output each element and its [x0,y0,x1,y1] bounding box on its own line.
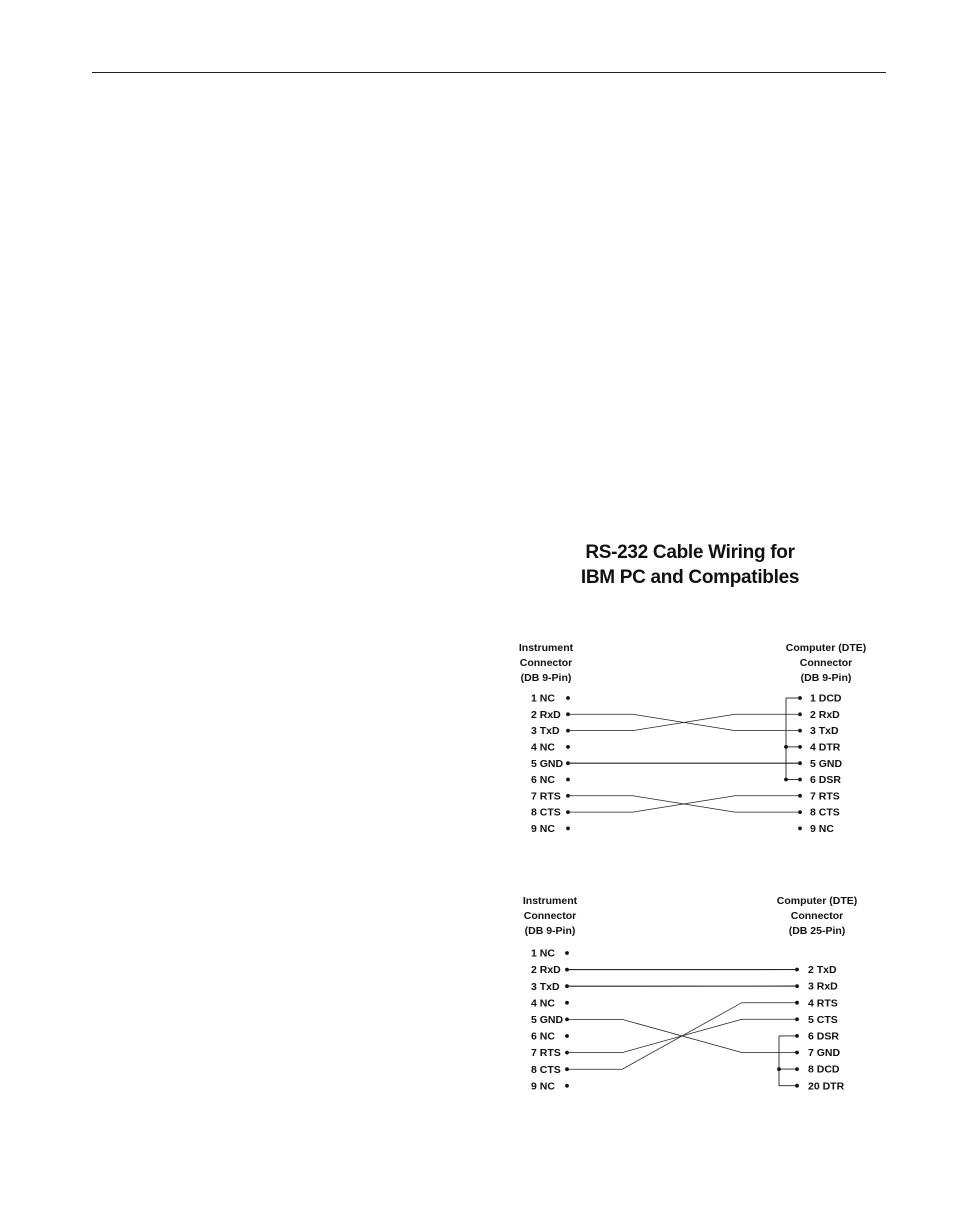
left-pin-label-6-nc: 6 NC [531,1030,555,1043]
right-connector-header-line-3: (DB 9-Pin) [800,672,852,684]
right-pin-label-3-rxd: 3 RxD [808,980,838,993]
left-pin-label-4-nc: 4 NC [531,741,555,754]
left-pin-dot-1-nc [566,696,570,700]
right-pin-dot-9-nc [798,827,802,831]
right-pin-label-3-txd: 3 TxD [810,725,839,738]
wiring-diagram-db9-to-db25 [523,895,857,1092]
left-pin-label-7-rts: 7 RTS [531,1047,561,1060]
left-pin-dot-6-nc [566,778,570,782]
left-connector-header-line-1: Instrument [518,642,574,654]
right-connector-header-line-2: Connector [790,910,844,922]
jumper-node-4-dtr [784,745,788,749]
right-pin-label-9-nc: 9 NC [810,823,834,835]
left-pin-dot-4-nc [565,1001,569,1005]
right-pin-label-7-gnd: 7 GND [808,1047,841,1060]
left-connector-header-line-1: Instrument [522,895,578,907]
left-pin-label-9-nc: 9 NC [531,823,555,835]
right-connector-header-line-3: (DB 25-Pin) [788,925,846,937]
left-pin-label-9-nc: 9 NC [531,1080,555,1093]
jumper-node-8-dcd [777,1067,781,1071]
right-pin-label-6-dsr: 6 DSR [808,1030,839,1043]
right-pin-label-8-dcd: 8 DCD [808,1063,840,1076]
left-pin-label-3-txd: 3 TxD [531,980,560,993]
left-pin-label-2-rxd: 2 RxD [531,964,561,977]
wire-8-cts-to-4-rts [567,1003,797,1069]
left-pin-label-2-rxd: 2 RxD [531,708,561,721]
right-connector-header-line-2: Connector [799,657,853,669]
right-pin-label-1-dcd: 1 DCD [810,692,842,705]
right-pin-label-6-dsr: 6 DSR [810,774,841,787]
right-pin-label-5-cts: 5 CTS [808,1013,838,1026]
right-pin-label-4-dtr: 4 DTR [810,741,841,754]
right-connector-header-line-1: Computer (DTE) [785,642,867,654]
wiring-diagram-db9-to-db9 [519,642,866,835]
left-connector-header-line-3: (DB 9-Pin) [520,672,572,684]
left-pin-label-6-nc: 6 NC [531,774,555,787]
left-pin-dot-4-nc [566,745,570,749]
right-pin-label-2-txd: 2 TxD [808,964,837,977]
right-pin-label-5-gnd: 5 GND [810,757,843,770]
wires [567,970,797,1086]
right-connector-header-line-1: Computer (DTE) [776,895,858,907]
wire-3-txd-to-2-rxd [568,714,800,730]
left-pin-label-3-txd: 3 TxD [531,725,560,738]
left-pin-label-5-gnd: 5 GND [531,1014,564,1026]
figure-title-line-2: IBM PC and Compatibles [580,567,800,588]
right-pin-label-4-rts: 4 RTS [808,997,838,1010]
right-pin-label-20-dtr: 20 DTR [808,1080,845,1093]
left-pin-label-7-rts: 7 RTS [531,790,561,803]
left-connector-header-line-3: (DB 9-Pin) [524,925,576,937]
jumper-node-6-dsr [784,778,788,782]
left-pin-label-1-nc: 1 NC [531,692,555,705]
left-connector-header-line-2: Connector [519,657,573,669]
figure-title-line-1: RS-232 Cable Wiring for [585,542,795,563]
left-pin-dot-1-nc [565,951,569,955]
left-pin-label-8-cts: 8 CTS [531,806,561,819]
left-pin-dot-9-nc [566,827,570,831]
right-pin-label-7-rts: 7 RTS [810,790,840,803]
left-pin-label-4-nc: 4 NC [531,997,555,1010]
right-pin-label-8-cts: 8 CTS [810,806,840,819]
left-pin-label-1-nc: 1 NC [531,947,555,960]
left-pin-dot-9-nc [565,1084,569,1088]
left-connector-header-line-2: Connector [523,910,577,922]
left-pin-label-5-gnd: 5 GND [531,757,564,770]
wires [568,698,800,812]
left-pin-dot-6-nc [565,1034,569,1038]
wire-8-cts-to-7-rts [568,796,800,812]
left-pin-label-8-cts: 8 CTS [531,1063,561,1076]
right-pin-label-2-rxd: 2 RxD [810,708,840,721]
